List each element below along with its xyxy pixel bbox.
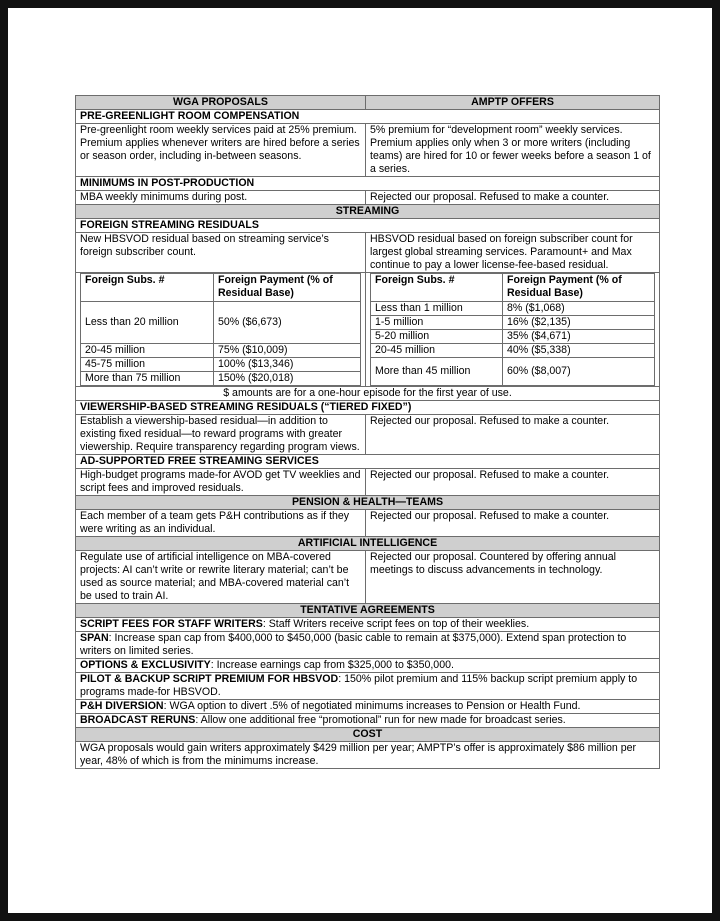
wga-foreign: New HBSVOD residual based on streaming service’s foreign subscriber count. <box>76 233 366 273</box>
wga-col-subs: Foreign Subs. # <box>81 274 214 302</box>
tentative-item-label: P&H DIVERSION <box>80 700 164 712</box>
tentative-item-text: : Staff Writers receive script fees on top of their weeklies. <box>262 618 530 630</box>
tentative-item-label: OPTIONS & EXCLUSIVITY <box>80 659 211 671</box>
table-cell: 50% ($6,673) <box>214 302 361 344</box>
section-title-viewership: VIEWERSHIP-BASED STREAMING RESIDUALS (“TIERED FIXED”) <box>76 401 660 415</box>
section-title-pregreenlight: PRE-GREENLIGHT ROOM COMPENSATION <box>76 110 660 124</box>
table-cell: 16% ($2,135) <box>503 316 655 330</box>
amptp-col-pay: Foreign Payment (% of Residual Base) <box>503 274 655 302</box>
table-cell: Less than 1 million <box>371 302 503 316</box>
amptp-pension: Rejected our proposal. Refused to make a counter. <box>366 510 660 537</box>
tentative-item <box>76 714 660 728</box>
amptp-column-header: AMPTP OFFERS <box>366 96 660 110</box>
amptp-minimums: Rejected our proposal. Refused to make a counter. <box>366 191 660 205</box>
tentative-item-text: : Allow one additional free “promotional” run for new made for broadcast series. <box>195 714 566 726</box>
amptp-col-subs: Foreign Subs. # <box>371 274 503 302</box>
tentative-item-text: : 150% pilot premium and 115% backup script premium apply to programs made-for HBSVOD. <box>80 673 638 698</box>
amptp-payment-table-cell <box>366 273 660 387</box>
tentative-item <box>76 618 660 632</box>
wga-viewership: Establish a viewership-based residual—in addition to existing fixed residual—to reward programs with greater viewership. Require transparency regarding program views. <box>76 415 366 455</box>
table-cell: 5-20 million <box>371 330 503 344</box>
amptp-ai: Rejected our proposal. Countered by offering annual meetings to discuss advancements in technology. <box>366 551 660 604</box>
cost-text: WGA proposals would gain writers approximately $429 million per year; AMPTP’s offer is approximately $86 million per year, 48% of which is from the minimums increase. <box>76 742 660 769</box>
wga-col-pay: Foreign Payment (% of Residual Base) <box>214 274 361 302</box>
document-page <box>8 8 712 913</box>
table-cell: 35% ($4,671) <box>503 330 655 344</box>
section-title-foreign: FOREIGN STREAMING RESIDUALS <box>76 219 660 233</box>
comparison-table <box>75 95 660 769</box>
table-cell: 20-45 million <box>81 344 214 358</box>
table-cell: 150% ($20,018) <box>214 372 361 386</box>
amptp-adsupported: Rejected our proposal. Refused to make a counter. <box>366 469 660 496</box>
tentative-group-header: TENTATIVE AGREEMENTS <box>76 604 660 618</box>
table-cell: 60% ($8,007) <box>503 358 655 386</box>
wga-pension: Each member of a team gets P&H contributions as if they were writing as an individual. <box>76 510 366 537</box>
amptp-payment-table <box>370 273 655 386</box>
table-cell: More than 75 million <box>81 372 214 386</box>
amptp-pregreenlight: 5% premium for “development room” weekly services. Premium applies only when 3 or more writers (including teams) are hired for 10 or fewer weeks before a season 1 of a series. <box>366 124 660 177</box>
tentative-item-text: : WGA option to divert .5% of negotiated minimums increases to Pension or Health Fund. <box>163 700 581 712</box>
tentative-item-label: BROADCAST RERUNS <box>80 714 196 726</box>
table-cell: 100% ($13,346) <box>214 358 361 372</box>
tentative-item <box>76 659 660 673</box>
pension-group-header: PENSION & HEALTH—TEAMS <box>76 496 660 510</box>
cost-group-header: COST <box>76 728 660 742</box>
wga-column-header: WGA PROPOSALS <box>76 96 366 110</box>
streaming-group-header: STREAMING <box>76 205 660 219</box>
wga-payment-table-cell <box>76 273 366 387</box>
table-cell: 1-5 million <box>371 316 503 330</box>
wga-ai: Regulate use of artificial intelligence on MBA-covered projects: AI can’t write or rewrite literary material; can’t be used as source material; and MBA-covered material can’t be used to train AI. <box>76 551 366 604</box>
wga-payment-table <box>80 273 361 386</box>
tentative-item-text: : Increase earnings cap from $325,000 to $350,000. <box>210 659 454 671</box>
section-title-adsupported: AD-SUPPORTED FREE STREAMING SERVICES <box>76 455 660 469</box>
foreign-note: $ amounts are for a one-hour episode for the first year of use. <box>76 387 660 401</box>
table-cell: 75% ($10,009) <box>214 344 361 358</box>
tentative-item-label: PILOT & BACKUP SCRIPT PREMIUM FOR HBSVOD <box>80 673 339 685</box>
amptp-foreign: HBSVOD residual based on foreign subscriber count for largest global streaming services. Paramount+ and Max continue to pay a lower license-fee-based residual. <box>366 233 660 273</box>
tentative-item <box>76 673 660 700</box>
amptp-viewership: Rejected our proposal. Refused to make a counter. <box>366 415 660 455</box>
tentative-item <box>76 700 660 714</box>
tentative-item-text: : Increase span cap from $400,000 to $450,000 (basic cable to remain at $375,000). Extend span protection to writers on limited series. <box>80 632 627 657</box>
tentative-item-label: SPAN <box>80 632 109 644</box>
wga-pregreenlight: Pre-greenlight room weekly services paid at 25% premium. Premium applies whenever writers are hired before a series or season order, including in-between seasons. <box>76 124 366 177</box>
table-cell: More than 45 million <box>371 358 503 386</box>
tentative-item <box>76 632 660 659</box>
table-header-row <box>76 96 660 110</box>
ai-group-header: ARTIFICIAL INTELLIGENCE <box>76 537 660 551</box>
wga-adsupported: High-budget programs made-for AVOD get TV weeklies and script fees and improved residuals. <box>76 469 366 496</box>
table-cell: 20-45 million <box>371 344 503 358</box>
section-title-minimums: MINIMUMS IN POST-PRODUCTION <box>76 177 660 191</box>
table-cell: 45-75 million <box>81 358 214 372</box>
table-cell: 8% ($1,068) <box>503 302 655 316</box>
table-cell: Less than 20 million <box>81 302 214 344</box>
table-cell: 40% ($5,338) <box>503 344 655 358</box>
wga-minimums: MBA weekly minimums during post. <box>76 191 366 205</box>
tentative-item-label: SCRIPT FEES FOR STAFF WRITERS <box>80 618 263 630</box>
